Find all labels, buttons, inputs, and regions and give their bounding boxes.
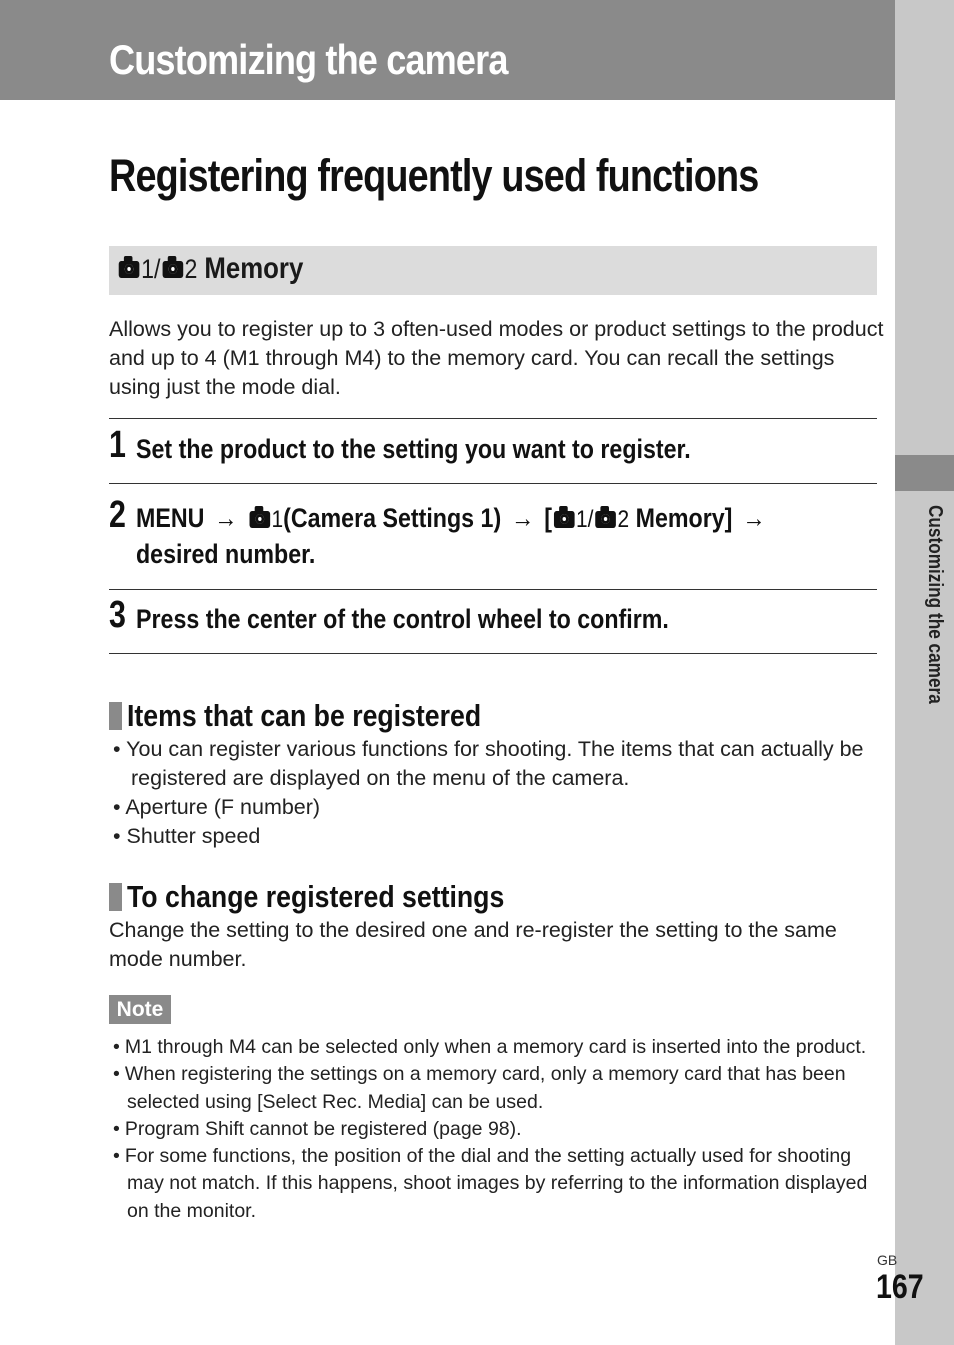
- heading-marker: [109, 702, 122, 730]
- section-title-text: Memory: [204, 252, 304, 285]
- note-item: • For some functions, the position of the dial and the setting actually used for shooting may not match. If this happens, shoot images by referring to the information displayed on the monitor.: [113, 1143, 888, 1225]
- step-number: 3: [109, 594, 126, 636]
- chapter-header-band: [0, 0, 895, 100]
- divider: [109, 589, 877, 590]
- camera-icon: [595, 511, 616, 528]
- section-heading-bar: [109, 246, 877, 295]
- chapter-title: Customizing the camera: [109, 36, 508, 83]
- list-item: • You can register various functions for shooting. The items that can actually be registered are displayed on the menu of the camera.: [113, 735, 883, 793]
- camera-settings-label: (Camera Settings 1): [283, 503, 502, 533]
- step-number: 2: [109, 494, 126, 536]
- arrow-right-icon: →: [742, 503, 766, 533]
- page-number: 167: [876, 1268, 924, 1306]
- section-num-2: 2: [184, 253, 198, 284]
- section-title: [117, 252, 303, 286]
- bracket-open: [: [544, 503, 552, 533]
- sidebar-chapter-label: Customizing the camera: [924, 505, 946, 704]
- camera-icon: [162, 261, 183, 278]
- camera-settings-num: 1: [271, 506, 284, 533]
- memory-num-1: 1: [576, 506, 588, 533]
- camera-icon: [249, 511, 270, 528]
- notes-list: [113, 1034, 888, 1225]
- memory-num-2: 2: [617, 506, 630, 533]
- section-slash: /: [154, 253, 161, 284]
- list-item: • Aperture (F number): [113, 793, 883, 822]
- divider: [109, 653, 877, 654]
- items-list: [113, 735, 883, 851]
- step-number: 1: [109, 424, 126, 466]
- chapter-tab-marker: [895, 455, 954, 491]
- change-heading-text: To change registered settings: [127, 879, 505, 914]
- note-label: Note: [109, 995, 171, 1024]
- camera-icon: [119, 261, 140, 278]
- step-text: Press the center of the control wheel to confirm.: [136, 604, 669, 634]
- items-heading-text: Items that can be registered: [127, 698, 482, 733]
- step-text: Set the product to the setting you want to register.: [136, 434, 691, 464]
- note-item: • M1 through M4 can be selected only when a memory card is inserted into the product.: [113, 1034, 888, 1061]
- step-text-line2: desired number.: [136, 539, 316, 569]
- divider: [109, 483, 877, 484]
- divider: [109, 418, 877, 419]
- page-title: Registering frequently used functions: [109, 150, 759, 201]
- camera-icon: [554, 511, 575, 528]
- change-paragraph: Change the setting to the desired one and re-register the setting to the same mode number.: [109, 918, 837, 971]
- memory-slash: /: [587, 506, 594, 533]
- note-item: • When registering the settings on a memory card, only a memory card that has been selected using [Select Rec. Media] can be used.: [113, 1061, 888, 1116]
- step-text-menu-path: [136, 501, 769, 572]
- heading-marker: [109, 883, 122, 911]
- change-heading: [109, 879, 566, 915]
- note-item: • Program Shift cannot be registered (page 98).: [113, 1116, 888, 1143]
- arrow-right-icon: →: [511, 503, 535, 533]
- arrow-right-icon: →: [214, 503, 238, 533]
- items-heading: [109, 698, 539, 734]
- list-item: • Shutter speed: [113, 822, 883, 851]
- region-label: GB: [877, 1252, 898, 1268]
- section-num-1: 1: [141, 253, 155, 284]
- intro-paragraph: Allows you to register up to 3 often-used modes or product settings to the product and up to 4 (M1 through M4) to the memory card. You can recall the settings using just the mode dial.: [109, 317, 884, 399]
- memory-label: Memory]: [635, 503, 733, 533]
- menu-label: MENU: [136, 503, 205, 533]
